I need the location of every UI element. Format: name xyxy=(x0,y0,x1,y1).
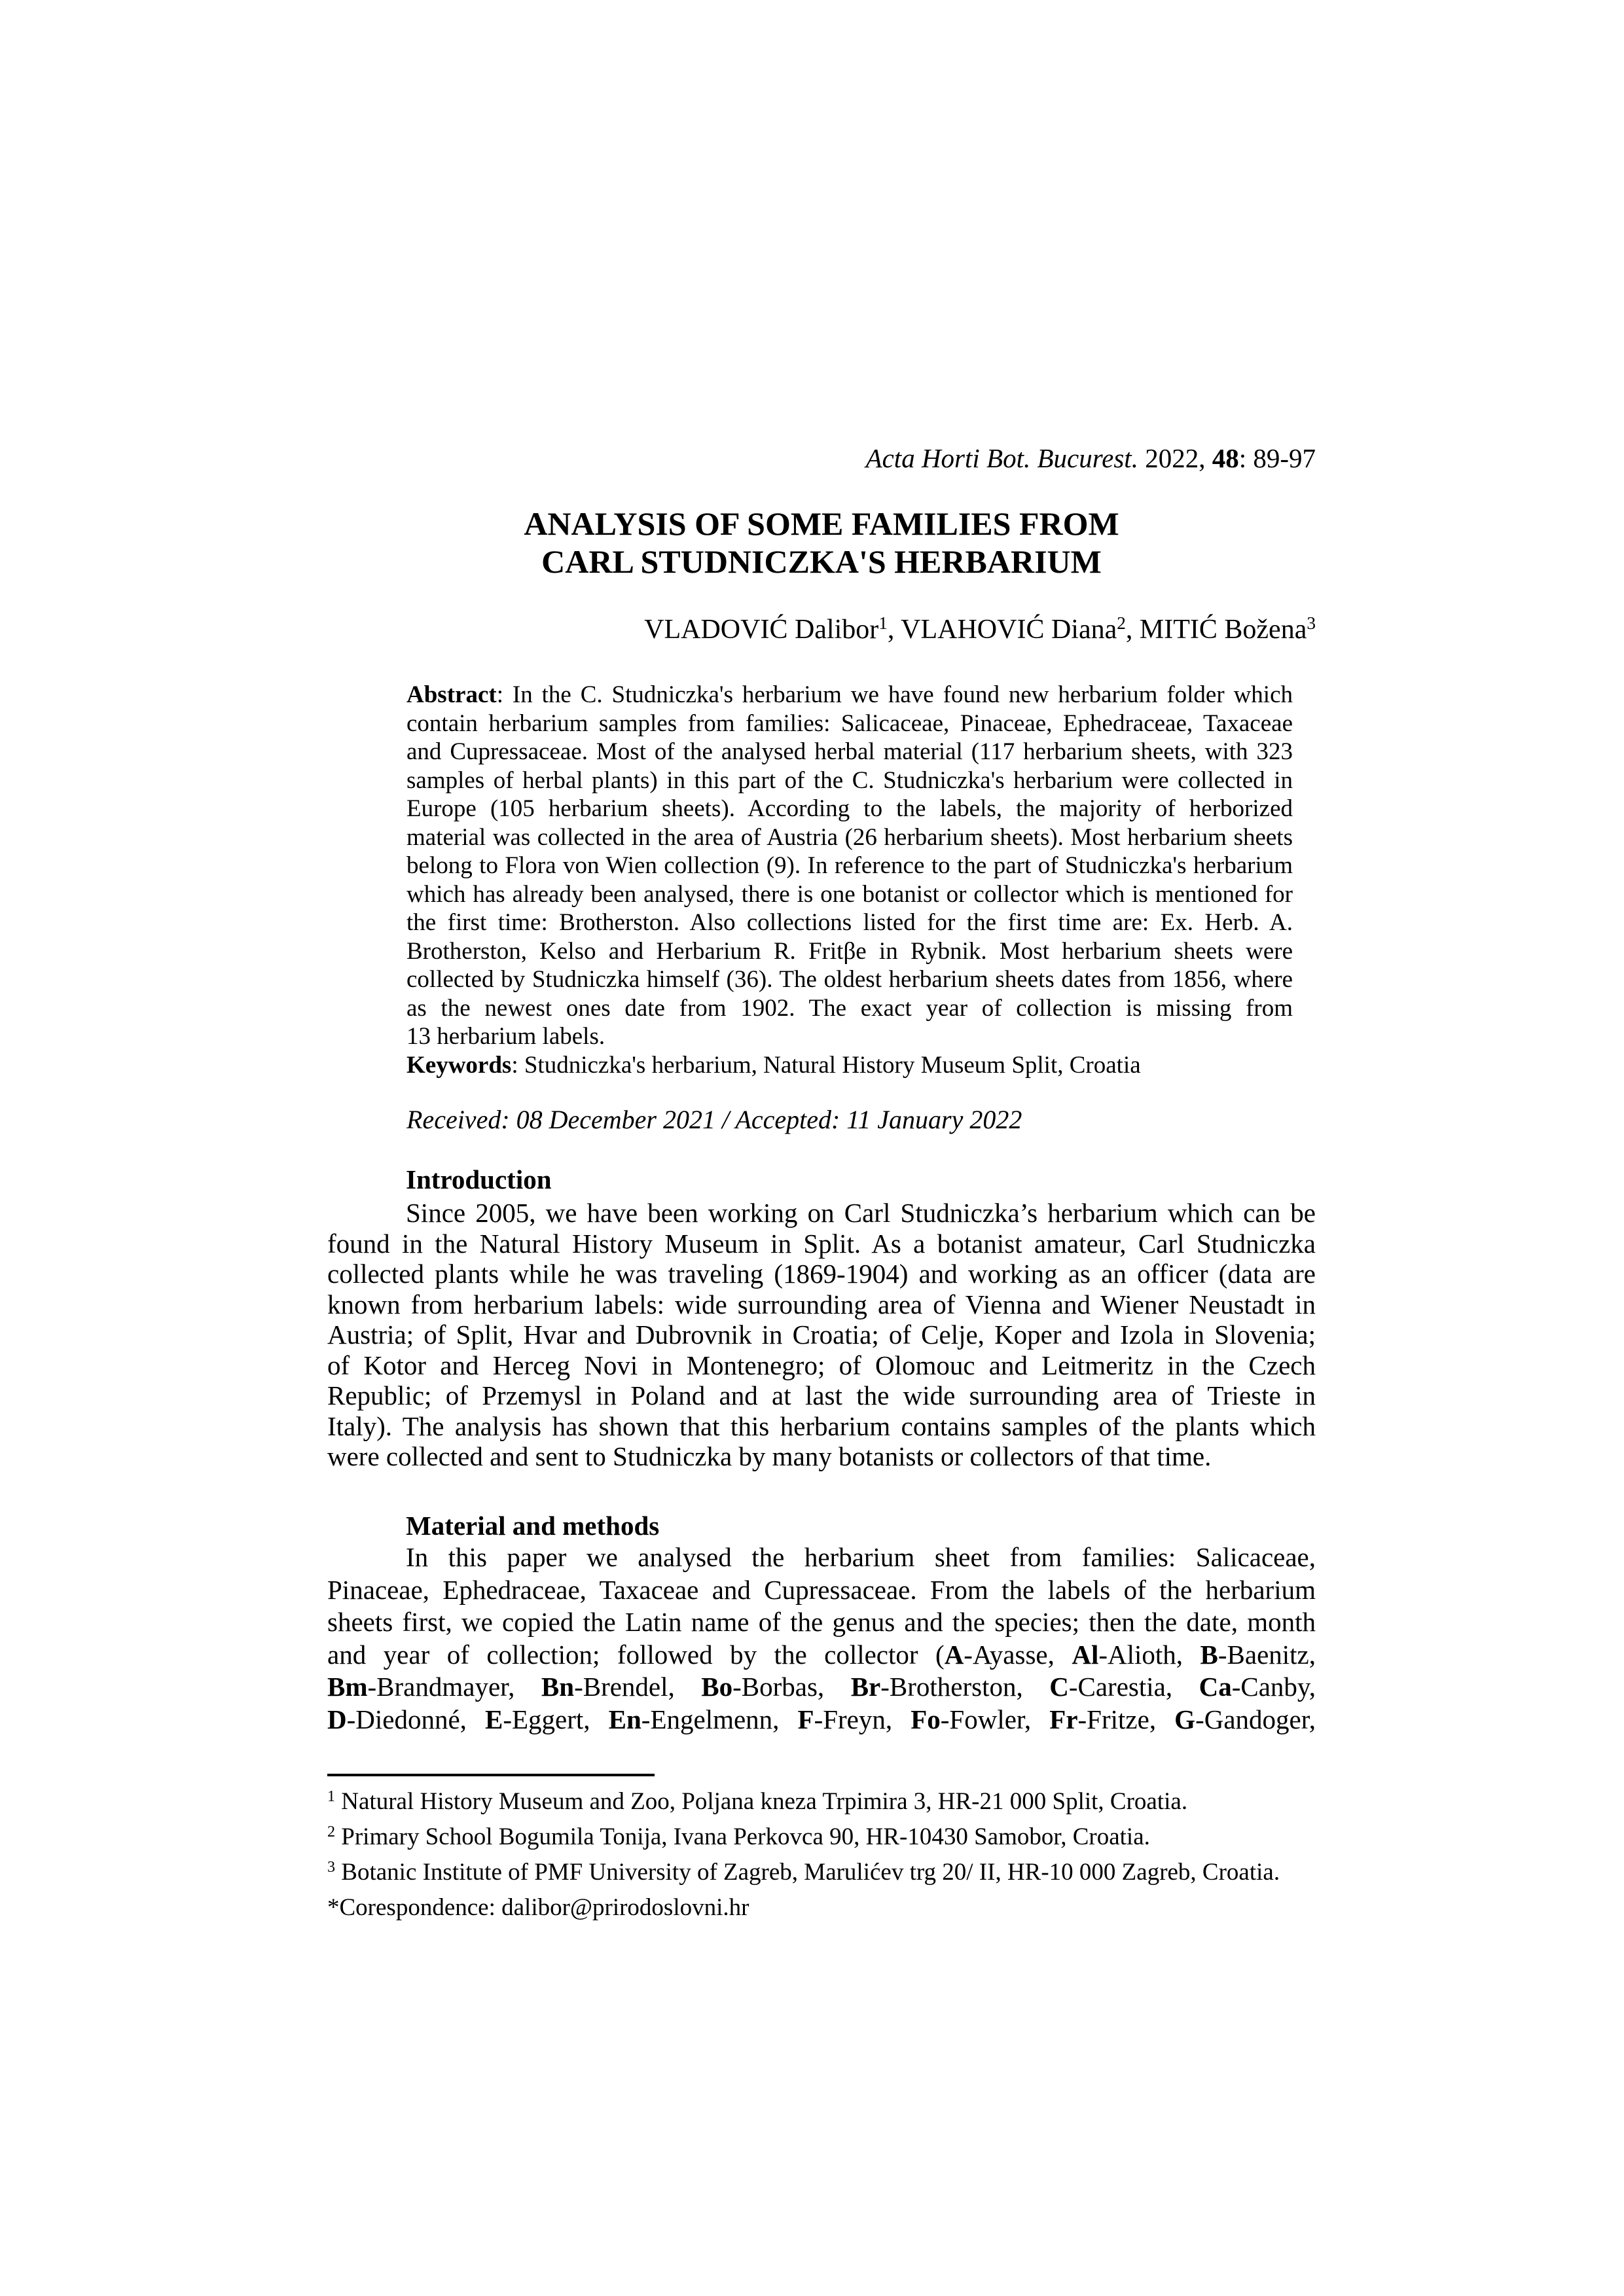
introduction-line xyxy=(327,1259,1316,1289)
text-segment: Al xyxy=(1072,1639,1099,1670)
text-segment: -Diedonné, xyxy=(346,1704,485,1734)
text-segment: Europe (105 herbarium sheets). According to the labels, the majority of herborized xyxy=(406,795,1293,822)
authors-line xyxy=(327,614,1316,648)
footnote-line xyxy=(327,1892,1348,1924)
text-segment: Acta Horti Bot. Bucurest. xyxy=(865,443,1138,473)
text-segment: Brotherston, Kelso and Herbarium R. Fritβe in Rybnik. Most herbarium sheets were xyxy=(406,937,1293,965)
text-segment: Br xyxy=(850,1672,881,1702)
text-segment: Bn xyxy=(541,1672,575,1702)
text-segment: Pinaceae, Ephedraceae, Taxaceae and Cupressaceae. From the labels of the herbarium xyxy=(327,1574,1316,1605)
text-segment: belong to Flora von Wien collection (9). In reference to the part of Studniczka's herbarium xyxy=(406,852,1293,879)
text-segment: Botanic Institute of PMF University of Zagreb, Marulićev trg 20/ II, HR-10 000 Zagreb, Croatia. xyxy=(335,1859,1280,1886)
article-title xyxy=(327,505,1316,581)
superscript-text: 1 xyxy=(878,613,888,634)
text-segment: Received: 08 December 2021 / Accepted: 11 January 2022 xyxy=(406,1105,1022,1134)
abstract-line xyxy=(406,1022,1293,1051)
text-segment: B xyxy=(1200,1639,1218,1670)
abstract-line xyxy=(406,795,1293,823)
received-accepted-line xyxy=(406,1105,1293,1135)
abstract-line xyxy=(406,937,1293,966)
text-segment: of Kotor and Herceg Novi in Montenegro; of Olomouc and Leitmeritz in the Czech xyxy=(327,1350,1316,1380)
text-segment: -Freyn, xyxy=(814,1704,911,1734)
text-segment: : In the C. Studniczka's herbarium we have found new herbarium folder which xyxy=(496,681,1293,708)
text-segment: Fo xyxy=(911,1704,941,1734)
text-segment: G xyxy=(1174,1704,1196,1734)
text-segment: -Brandmayer, xyxy=(367,1672,541,1702)
introduction-line xyxy=(327,1441,1316,1472)
text-segment: and Cupressaceae. Most of the analysed herbal material (117 herbarium sheets, with 323 xyxy=(406,738,1293,765)
methods-line xyxy=(327,1606,1316,1639)
footnotes-block xyxy=(327,1785,1348,1924)
text-segment: samples of herbal plants) in this part of the C. Studniczka's herbarium were collected in xyxy=(406,766,1293,794)
introduction-line xyxy=(327,1350,1316,1381)
keywords-line xyxy=(406,1051,1293,1080)
abstract-line xyxy=(406,681,1293,709)
introduction-line xyxy=(327,1198,1316,1229)
text-segment: Natural History Museum and Zoo, Poljana kneza Trpimira 3, HR-21 000 Split, Croatia. xyxy=(335,1788,1188,1815)
abstract-line xyxy=(406,738,1293,766)
text-segment: -Ayasse, xyxy=(964,1639,1072,1670)
superscript-text: 2 xyxy=(327,1823,336,1840)
text-segment: -Fowler, xyxy=(940,1704,1050,1734)
methods-paragraph xyxy=(327,1541,1316,1736)
text-segment: collected plants while he was traveling (1869-1904) and working as an officer (data are xyxy=(327,1259,1316,1289)
text-segment: as the newest ones date from 1902. The exact year of collection is missing from xyxy=(406,994,1293,1022)
text-segment: material was collected in the area of Austria (26 herbarium sheets). Most herbarium sheets xyxy=(406,823,1293,851)
text-segment: -Engelmenn, xyxy=(641,1704,798,1734)
abstract-line xyxy=(406,908,1293,937)
superscript-text: 3 xyxy=(327,1858,336,1876)
methods-line xyxy=(327,1671,1316,1704)
abstract-block xyxy=(406,681,1293,1051)
abstract-line xyxy=(406,852,1293,880)
footnote-line xyxy=(327,1785,1348,1821)
text-segment: VLADOVIĆ Dalibor xyxy=(644,615,879,645)
superscript-text: 3 xyxy=(1307,613,1316,634)
text-segment: 13 herbarium labels. xyxy=(406,1023,605,1050)
text-segment: -Eggert, xyxy=(503,1704,609,1734)
text-segment: -Brotherston, xyxy=(880,1672,1050,1702)
text-segment: 2022, xyxy=(1138,443,1212,473)
abstract-line xyxy=(406,823,1293,852)
section-heading-material-methods: Material and methods xyxy=(406,1511,660,1541)
text-segment: which has already been analysed, there is one botanist or collector which is mentioned for xyxy=(406,880,1293,908)
introduction-line xyxy=(327,1411,1316,1442)
text-segment: A xyxy=(944,1639,964,1670)
keywords-text-line xyxy=(406,1051,1293,1080)
text-segment: : Studniczka's herbarium, Natural History Museum Split, Croatia xyxy=(511,1052,1141,1079)
text-segment: Ca xyxy=(1199,1672,1232,1702)
text-segment: -Baenitz, xyxy=(1218,1639,1316,1670)
introduction-line xyxy=(327,1380,1316,1411)
introduction-line xyxy=(327,1319,1316,1350)
text-segment: collected by Studniczka himself (36). The oldest herbarium sheets dates from 1856, where xyxy=(406,966,1293,993)
text-segment: and year of collection; followed by the collector ( xyxy=(327,1639,945,1670)
text-segment: sheets first, we copied the Latin name of the genus and the species; then the date, month xyxy=(327,1607,1316,1637)
journal-reference xyxy=(327,443,1316,473)
introduction-line xyxy=(327,1229,1316,1259)
text-segment: -Gandoger, xyxy=(1195,1704,1316,1734)
abstract-line xyxy=(406,766,1293,795)
text-segment: : 89-97 xyxy=(1238,443,1316,473)
superscript-text: 2 xyxy=(1117,613,1126,634)
introduction-paragraph xyxy=(327,1198,1316,1472)
article-title-line-1: ANALYSIS OF SOME FAMILIES FROM xyxy=(524,505,1119,542)
text-segment: Republic; of Przemysl in Poland and at last the wide surrounding area of Trieste in xyxy=(327,1380,1316,1410)
text-segment: Keywords xyxy=(406,1052,512,1079)
journal-reference-line xyxy=(327,443,1316,473)
text-segment: Primary School Bogumila Tonija, Ivana Perkovca 90, HR-10430 Samobor, Croatia. xyxy=(335,1823,1150,1850)
text-segment: Austria; of Split, Hvar and Dubrovnik in Croatia; of Celje, Koper and Izola in Slovenia; xyxy=(327,1319,1316,1350)
abstract-line xyxy=(406,994,1293,1023)
abstract-line xyxy=(406,709,1293,738)
text-segment: Fr xyxy=(1049,1704,1078,1734)
methods-line xyxy=(327,1574,1316,1607)
text-segment: Bm xyxy=(327,1672,368,1702)
superscript-text: 1 xyxy=(327,1787,336,1805)
author-name-line xyxy=(327,614,1316,648)
footnote-line xyxy=(327,1856,1348,1892)
text-segment: E xyxy=(485,1704,503,1734)
abstract-line xyxy=(406,965,1293,994)
text-segment: , MITIĆ Božena xyxy=(1125,615,1307,645)
text-segment: Abstract xyxy=(406,681,497,708)
text-segment: C xyxy=(1049,1672,1069,1702)
text-segment: -Brendel, xyxy=(574,1672,702,1702)
text-segment: Since 2005, we have been working on Carl Studniczka’s herbarium which can be xyxy=(406,1198,1316,1228)
text-segment: were collected and sent to Studniczka by many botanists or collectors of that time. xyxy=(327,1441,1212,1471)
text-segment: -Borbas, xyxy=(732,1672,851,1702)
text-segment: D xyxy=(327,1704,347,1734)
article-title-line-2: CARL STUDNICZKA'S HERBARIUM xyxy=(541,543,1102,580)
text-segment: contain herbarium samples from families: Salicaceae, Pinaceae, Ephedraceae, Taxaceae xyxy=(406,709,1293,737)
footnote-line xyxy=(327,1821,1348,1856)
text-segment: F xyxy=(797,1704,814,1734)
methods-line xyxy=(327,1704,1316,1736)
section-heading-introduction: Introduction xyxy=(406,1164,552,1194)
methods-line xyxy=(327,1639,1316,1672)
received-text-line xyxy=(406,1105,1293,1135)
text-segment: *Corespondence: dalibor@prirodoslovni.hr xyxy=(327,1894,749,1921)
text-segment: -Fritze, xyxy=(1077,1704,1175,1734)
text-segment: known from herbarium labels: wide surrounding area of Vienna and Wiener Neustadt in xyxy=(327,1289,1316,1319)
text-segment: 48 xyxy=(1212,443,1239,473)
abstract-line xyxy=(406,880,1293,909)
text-segment: -Carestia, xyxy=(1068,1672,1199,1702)
text-segment: Italy). The analysis has shown that this herbarium contains samples of the plants which xyxy=(327,1410,1316,1441)
text-segment: found in the Natural History Museum in Split. As a botanist amateur, Carl Studniczka xyxy=(327,1228,1316,1259)
text-segment: the first time: Brotherston. Also collections listed for the first time are: Ex. Herb. A. xyxy=(406,909,1293,936)
text-segment: Bo xyxy=(701,1672,733,1702)
text-segment: -Canby, xyxy=(1231,1672,1316,1702)
text-segment: , VLAHOVIĆ Diana xyxy=(887,615,1117,645)
text-segment: In this paper we analysed the herbarium sheet from families: Salicaceae, xyxy=(406,1542,1316,1572)
text-segment: En xyxy=(608,1704,641,1734)
text-segment: -Alioth, xyxy=(1098,1639,1200,1670)
introduction-line xyxy=(327,1289,1316,1320)
footnote-separator xyxy=(327,1774,655,1776)
methods-line xyxy=(327,1541,1316,1574)
